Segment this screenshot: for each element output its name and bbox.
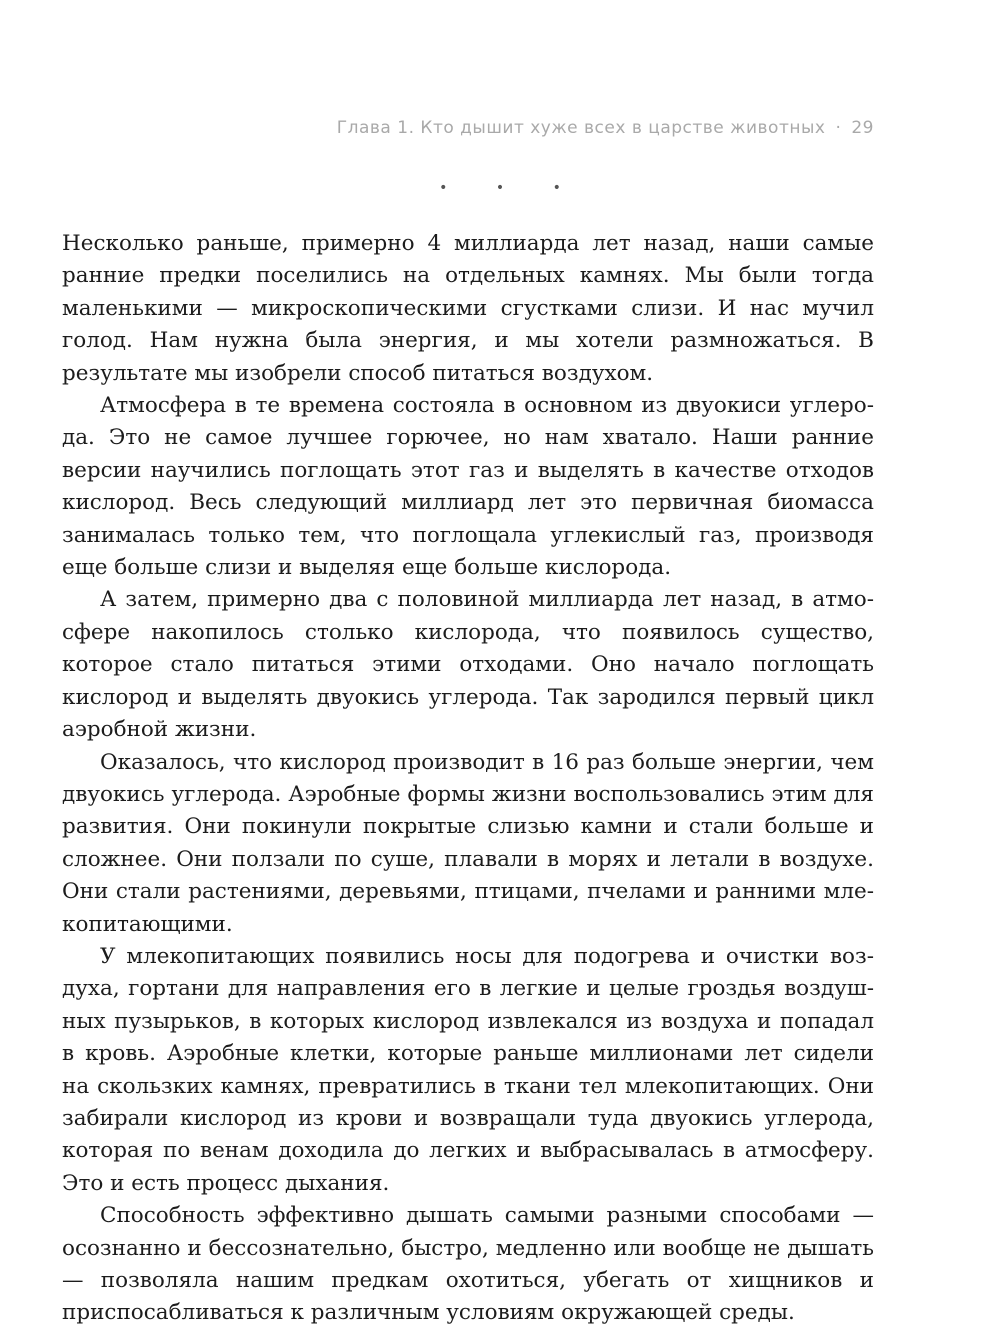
header-separator: · [835,118,842,138]
paragraph: А затем, примерно два с половиной миллиарда лет назад, в атмосфере накопилось столько кислорода, что появилось существо, которое стало питаться этими отходами. Оно начало поглощать кислород и выделять двуокись углерода. Так зародился первый цикл аэробной жизни. [62,587,874,743]
page-number: 29 [851,118,874,138]
paragraph: Атмосфера в те времена состояла в основном из двуокиси углерода. Это не самое лучшее горючее, но нам хватало. Наши ранние версии научились поглощать этот газ и выделять в качестве отходов кислород. Весь следующий миллиард лет это первичная биомасса занималась только тем, что поглощала углекислый газ, производя еще больше слизи и выделяя еще больше кислорода. [62,393,874,581]
paragraph: Оказалось, что кислород производит в 16 раз больше энергии, чем двуокись углерода. Аэробные формы жизни воспользовались этим для развития. Они покинули покрытые слизью камни и стали больше и сложнее. Они ползали по суше, плавали в морях и летали в воздухе. Они стали растениями, деревьями, птицами, пчелами и ранними млекопитающими. [62,749,874,937]
running-title: Глава 1. Кто дышит хуже всех в царстве животных [336,118,826,138]
paragraph: Способность эффективно дышать самыми разными способами — осознанно и бессознательно, быстро, медленно или вообще не дышать — позволяла нашим предкам охотиться, убегать от хищников и приспосабливаться к различным условиям окружающей среды. [62,1203,874,1326]
paragraph: У млекопитающих появились носы для подогрева и очистки воздуха, гортани для направления его в легкие и целые гроздья воздушных пузырьков, в которых кислород извлекался из воздуха и попадал в кровь. Аэробные клетки, которые раньше миллионами лет сидели на скользких камнях, превратились в ткани тел млекопитающих. Они забирали кислород из крови и возвращали туда двуокись углерода, которая по венам доходила до легких и выбрасывалась в атмосферу. Это и есть процесс дыхания. [62,943,874,1196]
paragraph: Несколько раньше, примерно 4 миллиарда лет назад, наши самые ранние предки поселились на отдельных камнях. Мы были тогда маленькими — микроскопическими сгустками слизи. И нас мучил голод. Нам нужна была энергия, и мы хотели размножаться. В результате мы изобрели способ питаться воздухом. [62,231,874,386]
running-header [337,118,874,138]
section-break: • • • [439,180,583,196]
body-text [62,228,874,1330]
